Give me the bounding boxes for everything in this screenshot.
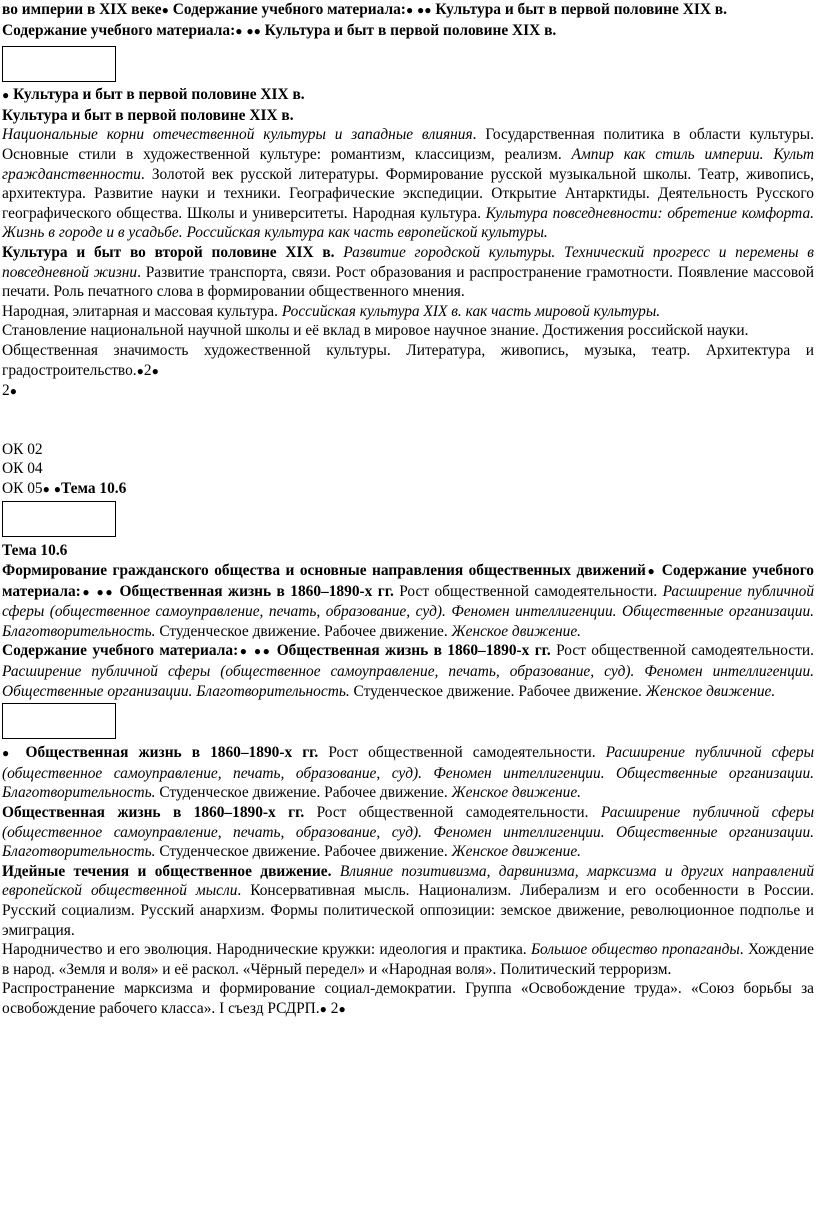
hours-value: 2: [330, 999, 339, 1017]
culture-first-half-paragraph: Национальные корни отечественной культуры и западные влияния. Государственная политика в области культуры. Основные стили в художественной культуре: романтизм, классицизм, реализм. Ампир как стиль империи. Культ гражданственности. Золотой век русской литературы. Формирование русской музыкальной школы. Театр, живопись, архитектура. Развитие науки и техники. Географические экспедиции. Открытие Антарктиды. Деятельность Русского географического общества. Школы и университеты. Народная культура. Культура повседневности: обретение комфорта. Жизнь в городе и в усадьбе. Российская культура как часть европейской культуры.: [2, 126, 815, 242]
competence-ok04: ОК 04: [2, 460, 43, 478]
line-1: во империи в XIX веке● Содержание учебного материала:● ●● Культура и быт в первой половине XIX в.: [2, 1, 727, 18]
bullet-icon: ●●: [417, 3, 432, 17]
public-life-paragraph: Общественная жизнь в 1860–1890-х гг. Рост общественной самодеятельности. Расширение публичной сферы (общественное самоуправление, печать, образование, суд). Феномен интеллигенции. Общественные организации. Благотворительность. Студенческое движение. Рабочее движение. Женское движение.: [2, 804, 814, 861]
competence-ok05: ОК 05● ●Тема 10.6: [2, 479, 127, 497]
bullet-icon: ●: [2, 88, 10, 103]
bullet-icon: ●: [319, 1001, 327, 1016]
competence-ok02: ОК 02: [2, 440, 43, 458]
hours-value: 2: [2, 382, 10, 400]
bullet-icon: ●: [645, 564, 657, 579]
bullet-icon: ●: [2, 746, 16, 761]
bullet-icon: ●: [9, 384, 17, 399]
bullet-icon: ●: [53, 481, 61, 496]
content-paragraph: Содержание учебного материала:● ●● Общественная жизнь в 1860–1890-х гг. Рост общественной самодеятельности. Расширение публичной сферы (общественное самоуправление, печать, образование, суд). Феномен интеллигенции. Общественные организации. Благотворительность. Студенческое движение. Рабочее движение. Женское движение.: [2, 642, 815, 700]
bullet-icon: ●: [238, 644, 249, 659]
topic-title: Тема 10.6: [2, 542, 68, 560]
populism-paragraph: Народничество и его эволюция. Народнические кружки: идеология и практика. Большое общество пропаганды. Хождение в народ. «Земля и воля» и её раскол. «Чёрный передел» и «Народная воля». Политический терроризм.: [2, 941, 814, 978]
art-paragraph: Общественная значимость художественной культуры. Литература, живопись, музыка, театр. Архитектура и градостроительство.●2●: [2, 341, 814, 379]
blank-space: [2, 402, 814, 440]
bullet-icon: ●●: [253, 644, 272, 659]
bullet-icon: ●●: [246, 23, 261, 38]
civil-society-paragraph: Формирование гражданского общества и основные направления общественных движений● Содержание учебного материала:● ●● Общественная жизнь в 1860–1890-х гг. Рост общественной самодеятельности. Расширение публичной сферы (общественное самоуправление, печать, образование, суд). Феномен интеллигенции. Общественные организации. Благотворительность. Студенческое движение. Рабочее движение. Женское движение.: [2, 562, 815, 640]
bullet-icon: ●●: [96, 584, 115, 599]
empty-cell-box: [2, 46, 116, 82]
bullet-icon: ●: [136, 363, 144, 378]
science-paragraph: Становление национальной научной школы и её вклад в мировое научное знание. Достижения российской науки.: [2, 322, 749, 340]
empty-cell-box: [2, 703, 116, 739]
hours-line: [2, 381, 814, 402]
marxism-paragraph: Распространение марксизма и формирование социал-демократии. Группа «Освобождение труда». «Союз борьбы за освобождение рабочего класса». I съезд РСДРП.● 2●: [2, 980, 814, 1017]
line-3: ● Культура и быт в первой половине XIX в.: [2, 86, 305, 104]
bullet-icon: ●: [80, 584, 92, 599]
public-life-bullet-paragraph: ● Общественная жизнь в 1860–1890-х гг. Рост общественной самодеятельности. Расширение публичной сферы (общественное самоуправление, печать, образование, суд). Феномен интеллигенции. Общественные организации. Благотворительность. Студенческое движение. Рабочее движение. Женское движение.: [2, 744, 814, 802]
bullet-icon: ●: [42, 481, 50, 496]
bullet-icon: ●: [405, 3, 414, 17]
empty-cell-box: [2, 501, 116, 537]
line-4: Культура и быт в первой половине XIX в.: [2, 106, 294, 124]
ideology-paragraph: Идейные течения и общественное движение. Влияние позитивизма, дарвинизма, марксизма и других направлений европейской общественной мысли. Консервативная мысль. Национализм. Либерализм и его особенности в России. Русский социализм. Русский анархизм. Формы политической оппозиции: земское движение, революционное подполье и эмиграция.: [2, 862, 815, 939]
hours-value: 2: [143, 361, 152, 379]
bullet-icon: ●: [161, 3, 169, 17]
line-2: Содержание учебного материала:● ●● Культура и быт в первой половине XIX в.: [2, 21, 557, 39]
bullet-icon: ●: [151, 363, 159, 378]
bullet-icon: ●: [235, 23, 243, 38]
bullet-icon: ●: [338, 1001, 346, 1016]
mass-culture-paragraph: Народная, элитарная и массовая культура. Российская культура XIX в. как часть мировой культуры.: [2, 302, 661, 320]
culture-second-half-paragraph: Культура и быт во второй половине XIX в. Развитие городской культуры. Технический прогресс и перемены в повседневной жизни. Развитие транспорта, связи. Рост образования и распространение грамотности. Появление массовой печати. Роль печатного слова в формировании общественного мнения.: [2, 243, 814, 301]
